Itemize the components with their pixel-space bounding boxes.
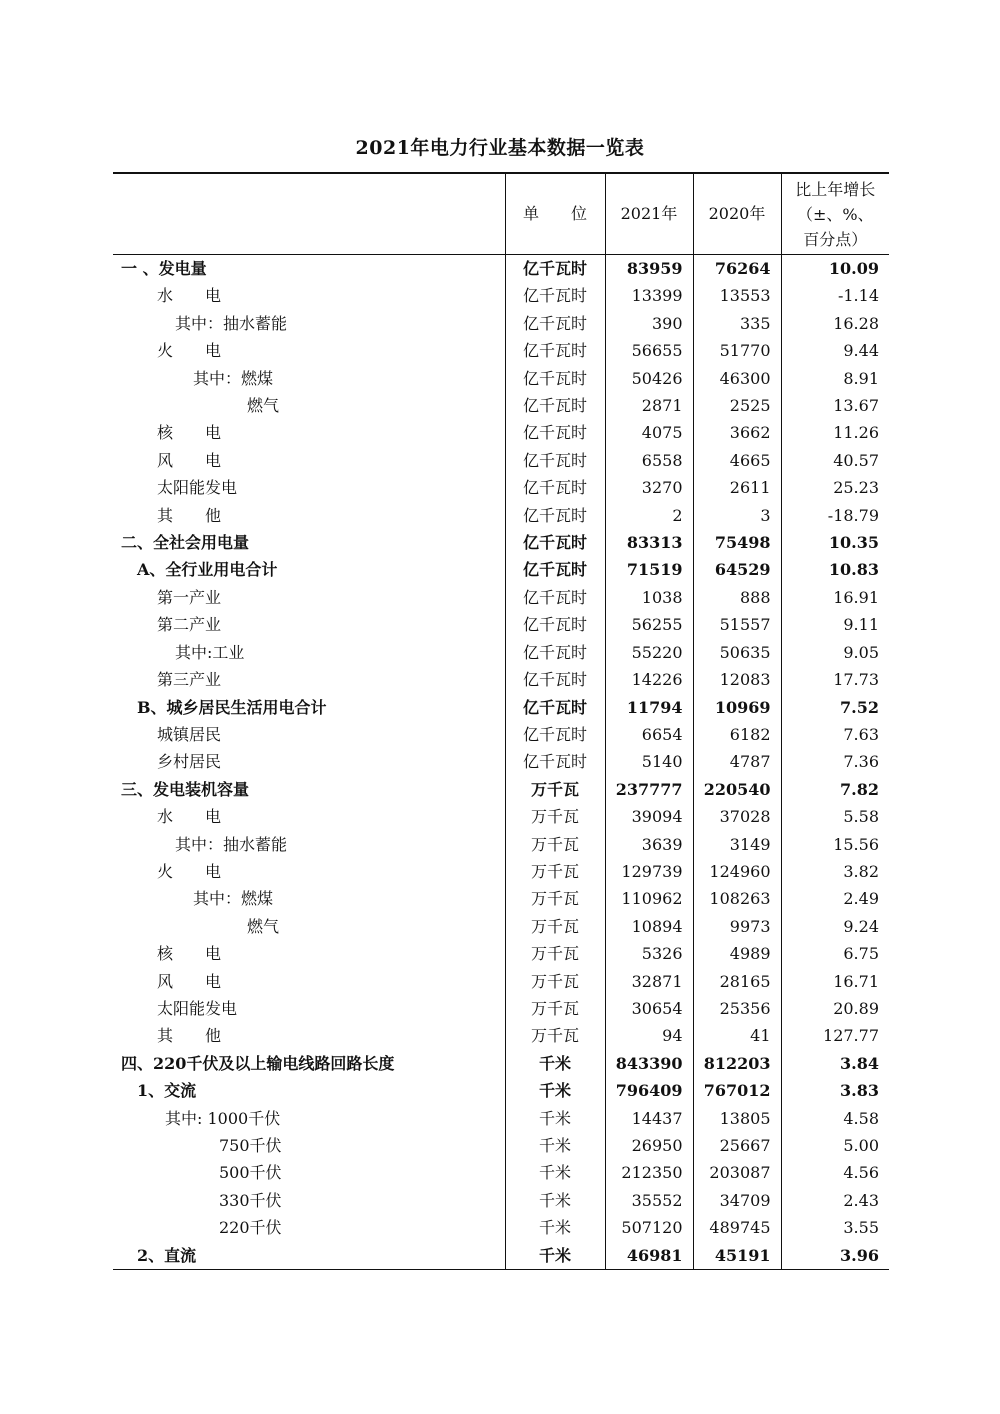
row-value-2020: 220540 (693, 776, 781, 803)
row-value-2020: 4989 (693, 940, 781, 967)
row-unit: 万千瓦 (505, 776, 605, 803)
row-value-2021: 5326 (605, 940, 693, 967)
row-item: 风 电 (157, 450, 222, 470)
row-unit: 亿千瓦时 (505, 419, 605, 446)
row-value-2020: 2525 (693, 392, 781, 419)
row-value-2020: 28165 (693, 968, 781, 995)
row-unit: 亿千瓦时 (505, 529, 605, 556)
row-unit: 千米 (505, 1077, 605, 1104)
table-body (113, 255, 889, 1270)
row-value-2021: 83313 (605, 529, 693, 556)
row-item: 其中：抽水蓄能 (175, 313, 288, 333)
row-value-2021: 390 (605, 310, 693, 337)
row-unit: 万千瓦 (505, 968, 605, 995)
row-unit: 万千瓦 (505, 831, 605, 858)
row-value-2021: 32871 (605, 968, 693, 995)
table-row (113, 474, 889, 501)
table-row (113, 968, 889, 995)
row-unit: 千米 (505, 1050, 605, 1077)
row-growth: 10.09 (781, 255, 889, 283)
table-row (113, 1159, 889, 1186)
row-value-2020: 76264 (693, 255, 781, 283)
row-unit: 万千瓦 (505, 940, 605, 967)
row-item: 火 电 (157, 861, 222, 881)
row-unit: 亿千瓦时 (505, 748, 605, 775)
row-value-2020: 25356 (693, 995, 781, 1022)
row-growth: 20.89 (781, 995, 889, 1022)
row-growth: 7.36 (781, 748, 889, 775)
row-unit: 万千瓦 (505, 995, 605, 1022)
row-growth: 10.83 (781, 556, 889, 583)
row-value-2021: 71519 (605, 556, 693, 583)
row-value-2021: 507120 (605, 1214, 693, 1241)
row-item: 三、发电装机容量 (121, 779, 250, 799)
table-row (113, 1132, 889, 1159)
row-item: B、城乡居民生活用电合计 (137, 697, 327, 717)
row-unit: 亿千瓦时 (505, 584, 605, 611)
row-growth: 9.24 (781, 913, 889, 940)
row-growth: 4.56 (781, 1159, 889, 1186)
table-row (113, 584, 889, 611)
row-value-2020: 51557 (693, 611, 781, 638)
row-value-2021: 30654 (605, 995, 693, 1022)
table-row (113, 803, 889, 830)
table-row (113, 831, 889, 858)
row-growth: 40.57 (781, 447, 889, 474)
row-value-2020: 10969 (693, 694, 781, 721)
row-value-2021: 14226 (605, 666, 693, 693)
row-unit: 千米 (505, 1242, 605, 1270)
row-item: 燃气 (247, 396, 280, 416)
row-item: 核 电 (157, 944, 222, 964)
row-unit: 千米 (505, 1214, 605, 1241)
row-value-2021: 46981 (605, 1242, 693, 1270)
row-value-2021: 796409 (605, 1077, 693, 1104)
row-value-2020: 13553 (693, 282, 781, 309)
row-value-2021: 56655 (605, 337, 693, 364)
row-unit: 万千瓦 (505, 885, 605, 912)
row-value-2021: 6558 (605, 447, 693, 474)
header-growth-line3: 百分点） (803, 229, 868, 249)
row-growth: -18.79 (781, 502, 889, 529)
row-value-2021: 26950 (605, 1132, 693, 1159)
row-item: 太阳能发电 (157, 998, 238, 1018)
row-growth: 3.82 (781, 858, 889, 885)
row-item: 一 、发电量 (121, 259, 207, 278)
row-value-2021: 843390 (605, 1050, 693, 1077)
row-value-2021: 6654 (605, 721, 693, 748)
row-value-2021: 3270 (605, 474, 693, 501)
row-unit: 万千瓦 (505, 803, 605, 830)
header-growth-line1: 比上年增长 (795, 179, 876, 199)
table-row (113, 502, 889, 529)
row-value-2020: 767012 (693, 1077, 781, 1104)
header-item (113, 173, 505, 255)
row-growth: 17.73 (781, 666, 889, 693)
table-row (113, 255, 889, 283)
row-item: 1、交流 (137, 1081, 197, 1101)
table-row (113, 310, 889, 337)
row-value-2020: 25667 (693, 1132, 781, 1159)
row-item: 2、直流 (113, 1242, 505, 1270)
row-value-2020: 34709 (693, 1187, 781, 1214)
table-row (113, 995, 889, 1022)
table-row (113, 282, 889, 309)
header-unit: 单 位 (505, 173, 605, 255)
header-growth-line2: （±、%、 (796, 204, 874, 224)
row-value-2021: 56255 (605, 611, 693, 638)
page-title: 2021年电力行业基本数据一览表 (355, 137, 645, 159)
row-growth: 6.75 (781, 940, 889, 967)
row-growth: 5.58 (781, 803, 889, 830)
row-value-2020: 46300 (693, 365, 781, 392)
row-unit: 亿千瓦时 (505, 282, 605, 309)
row-item: 其 他 (157, 505, 222, 525)
row-growth: 15.56 (781, 831, 889, 858)
row-unit: 万千瓦 (505, 1022, 605, 1049)
row-unit: 千米 (505, 1105, 605, 1132)
row-growth: 5.00 (781, 1132, 889, 1159)
row-item: 风 电 (157, 971, 222, 991)
row-value-2020: 13805 (693, 1105, 781, 1132)
row-item: 第三产业 (157, 670, 222, 690)
row-unit: 万千瓦 (505, 913, 605, 940)
row-unit: 亿千瓦时 (505, 310, 605, 337)
row-growth: 3.84 (781, 1050, 889, 1077)
row-value-2020: 124960 (693, 858, 781, 885)
row-value-2020: 12083 (693, 666, 781, 693)
row-value-2021: 5140 (605, 748, 693, 775)
row-item: 其 他 (157, 1026, 222, 1046)
row-value-2021: 94 (605, 1022, 693, 1049)
row-growth: 13.67 (781, 392, 889, 419)
row-item: 太阳能发电 (157, 478, 238, 498)
row-value-2020: 4787 (693, 748, 781, 775)
row-value-2021: 39094 (605, 803, 693, 830)
row-growth: 2.43 (781, 1187, 889, 1214)
row-item: 二、全社会用电量 (121, 533, 250, 553)
table-row (113, 694, 889, 721)
row-value-2020: 888 (693, 584, 781, 611)
row-growth: 7.82 (781, 776, 889, 803)
row-unit: 亿千瓦时 (505, 639, 605, 666)
row-value-2020: 9973 (693, 913, 781, 940)
row-unit: 亿千瓦时 (505, 611, 605, 638)
row-item: 水 电 (157, 286, 222, 306)
row-value-2020: 489745 (693, 1214, 781, 1241)
row-growth: 3.96 (781, 1242, 889, 1270)
header-2021: 2021年 (605, 173, 693, 255)
table-row (113, 858, 889, 885)
row-unit: 亿千瓦时 (505, 392, 605, 419)
row-item: 燃气 (247, 916, 280, 936)
row-growth: 16.71 (781, 968, 889, 995)
row-unit: 万千瓦 (505, 858, 605, 885)
row-value-2020: 335 (693, 310, 781, 337)
table-row (113, 1242, 889, 1270)
table-row (113, 913, 889, 940)
row-item: 其中：燃煤 (193, 889, 274, 909)
table-row (113, 748, 889, 775)
row-value-2020: 75498 (693, 529, 781, 556)
row-value-2020: 50635 (693, 639, 781, 666)
table-row (113, 776, 889, 803)
row-item: 火 电 (157, 341, 222, 361)
row-value-2020: 812203 (693, 1050, 781, 1077)
row-unit: 亿千瓦时 (505, 474, 605, 501)
row-growth: 16.28 (781, 310, 889, 337)
row-unit: 亿千瓦时 (505, 365, 605, 392)
table-row (113, 1050, 889, 1077)
row-unit: 千米 (505, 1187, 605, 1214)
row-value-2020: 3 (693, 502, 781, 529)
row-growth: 3.55 (781, 1214, 889, 1241)
table-row (113, 721, 889, 748)
row-growth: -1.14 (781, 282, 889, 309)
row-growth: 25.23 (781, 474, 889, 501)
row-value-2020: 3149 (693, 831, 781, 858)
row-value-2020: 41 (693, 1022, 781, 1049)
row-value-2021: 3639 (605, 831, 693, 858)
table-row (113, 1105, 889, 1132)
row-item: 第二产业 (157, 615, 222, 635)
row-item: 500千伏 (219, 1163, 282, 1183)
row-value-2021: 212350 (605, 1159, 693, 1186)
table-row (113, 1077, 889, 1104)
row-value-2021: 55220 (605, 639, 693, 666)
row-value-2020: 6182 (693, 721, 781, 748)
row-unit: 亿千瓦时 (505, 666, 605, 693)
row-value-2021: 10894 (605, 913, 693, 940)
table-row (113, 1022, 889, 1049)
row-item: 城镇居民 (157, 724, 222, 744)
table-row (113, 940, 889, 967)
header-growth (781, 173, 889, 255)
data-table (113, 172, 889, 1270)
row-growth: 8.91 (781, 365, 889, 392)
row-item: A、全行业用电合计 (137, 560, 278, 580)
row-growth: 16.91 (781, 584, 889, 611)
row-value-2021: 35552 (605, 1187, 693, 1214)
row-item: 其中: 1000千伏 (165, 1108, 281, 1128)
row-growth: 3.83 (781, 1077, 889, 1104)
row-unit: 亿千瓦时 (505, 721, 605, 748)
row-value-2021: 4075 (605, 419, 693, 446)
header-row (113, 173, 889, 255)
row-value-2021: 2 (605, 502, 693, 529)
row-growth: 11.26 (781, 419, 889, 446)
table-row (113, 556, 889, 583)
row-unit: 亿千瓦时 (505, 694, 605, 721)
row-value-2020: 203087 (693, 1159, 781, 1186)
row-unit: 亿千瓦时 (505, 556, 605, 583)
row-item: 750千伏 (219, 1136, 282, 1155)
row-item: 水 电 (157, 807, 222, 827)
row-value-2021: 237777 (605, 776, 693, 803)
row-growth: 9.44 (781, 337, 889, 364)
table-row (113, 639, 889, 666)
header-2020: 2020年 (693, 173, 781, 255)
row-value-2020: 108263 (693, 885, 781, 912)
row-growth: 4.58 (781, 1105, 889, 1132)
row-value-2020: 64529 (693, 556, 781, 583)
table-row (113, 392, 889, 419)
table-row (113, 337, 889, 364)
row-value-2020: 2611 (693, 474, 781, 501)
row-value-2020: 51770 (693, 337, 781, 364)
row-value-2021: 1038 (605, 584, 693, 611)
row-growth: 7.63 (781, 721, 889, 748)
row-value-2020: 3662 (693, 419, 781, 446)
row-value-2021: 2871 (605, 392, 693, 419)
table-row (113, 611, 889, 638)
table-row (113, 885, 889, 912)
row-item: 220千伏 (219, 1218, 282, 1238)
row-growth: 7.52 (781, 694, 889, 721)
row-unit: 亿千瓦时 (505, 255, 605, 283)
table-row (113, 1187, 889, 1214)
row-value-2021: 50426 (605, 365, 693, 392)
row-unit: 亿千瓦时 (505, 502, 605, 529)
row-value-2021: 110962 (605, 885, 693, 912)
table-row (113, 666, 889, 693)
row-item: 核 电 (157, 423, 222, 443)
row-item: 第一产业 (157, 587, 222, 607)
table-row (113, 1214, 889, 1241)
row-value-2020: 4665 (693, 447, 781, 474)
row-unit: 亿千瓦时 (505, 337, 605, 364)
row-item: 四、220千伏及以上输电线路回路长度 (121, 1053, 395, 1073)
row-item: 其中:工业 (175, 642, 245, 662)
row-value-2020: 45191 (693, 1242, 781, 1270)
table-row (113, 447, 889, 474)
row-value-2021: 14437 (605, 1105, 693, 1132)
table-row (113, 529, 889, 556)
table-row (113, 365, 889, 392)
row-growth: 10.35 (781, 529, 889, 556)
row-value-2021: 11794 (605, 694, 693, 721)
table-row (113, 419, 889, 446)
row-item: 330千伏 (219, 1190, 282, 1210)
row-value-2021: 83959 (605, 255, 693, 283)
row-unit: 千米 (505, 1159, 605, 1186)
row-item: 乡村居民 (157, 752, 222, 772)
row-value-2020: 37028 (693, 803, 781, 830)
row-unit: 千米 (505, 1132, 605, 1159)
row-growth: 9.05 (781, 639, 889, 666)
row-value-2021: 129739 (605, 858, 693, 885)
row-item: 其中：抽水蓄能 (175, 834, 288, 854)
row-growth: 2.49 (781, 885, 889, 912)
row-value-2021: 13399 (605, 282, 693, 309)
row-unit: 亿千瓦时 (505, 447, 605, 474)
row-growth: 9.11 (781, 611, 889, 638)
row-item: 其中：燃煤 (193, 368, 274, 388)
row-growth: 127.77 (781, 1022, 889, 1049)
table-header (113, 173, 889, 255)
